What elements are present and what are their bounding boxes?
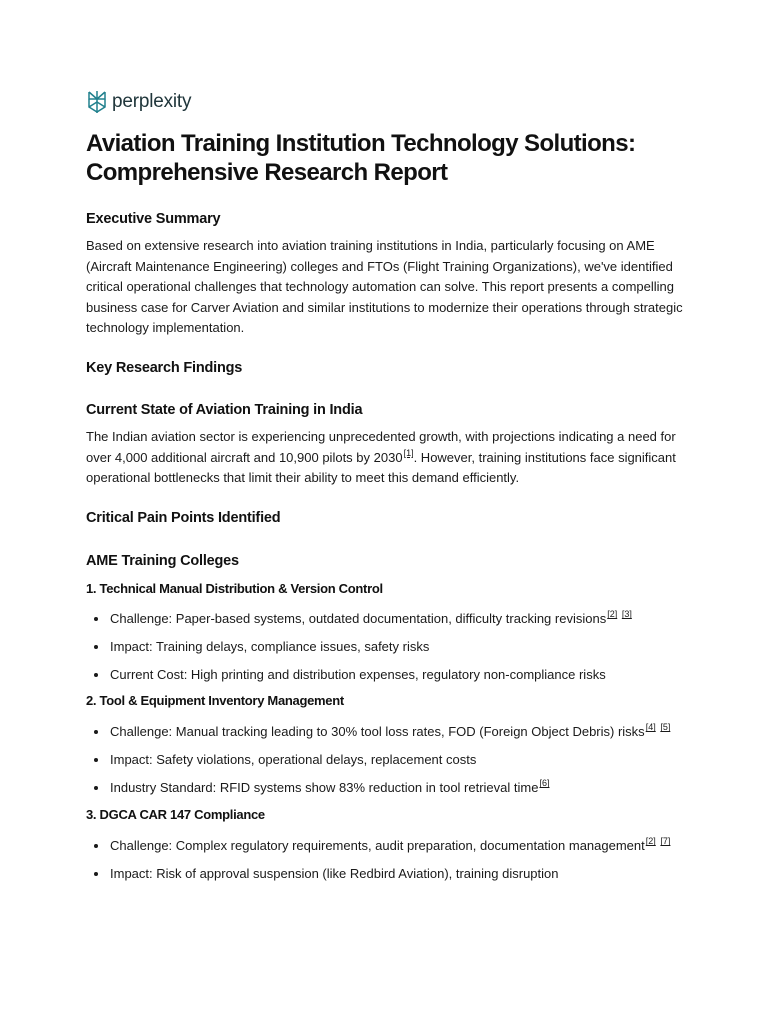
item-heading-dgca-compliance: 3. DGCA CAR 147 Compliance: [86, 806, 265, 822]
citation-link[interactable]: [7]: [660, 836, 671, 847]
ame-colleges-heading: AME Training Colleges: [86, 552, 239, 569]
list-item: [86, 722, 686, 742]
citation-link[interactable]: [6]: [539, 778, 550, 789]
citation-link[interactable]: [4]: [645, 722, 656, 733]
current-state-heading: Current State of Aviation Training in India: [86, 401, 363, 418]
current-state-text-after: . However, training institutions face significant operational bottlenecks that limit their ability to meet this demand efficiently.: [86, 449, 676, 486]
list-item: [86, 609, 686, 629]
logo-wordmark: perplexity: [112, 91, 192, 112]
citation-link[interactable]: [1]: [403, 448, 414, 459]
list-item-text: Impact: Risk of approval suspension (like Redbird Aviation), training disruption: [110, 865, 559, 881]
list-item: [86, 836, 686, 856]
list-item-text: Challenge: Complex regulatory requirements, audit preparation, documentation management: [110, 837, 645, 853]
citation-link[interactable]: [5]: [660, 722, 671, 733]
report-title: Aviation Training Institution Technology Solutions: Comprehensive Research Report: [86, 130, 636, 186]
perplexity-logo: [86, 88, 686, 116]
bullet-list: [86, 722, 686, 798]
key-findings-heading: Key Research Findings: [86, 359, 243, 376]
document-page: [86, 88, 686, 892]
list-item-text: Current Cost: High printing and distribution expenses, regulatory non-compliance risks: [110, 666, 606, 682]
bullet-list: [86, 609, 686, 685]
citation-link[interactable]: [2]: [607, 609, 618, 620]
current-state-text: [86, 427, 686, 489]
list-item: [86, 864, 686, 884]
citation-link[interactable]: [2]: [645, 836, 656, 847]
list-item: [86, 665, 686, 685]
bullet-list: [86, 836, 686, 884]
current-state-text-before: The Indian aviation sector is experiencing unprecedented growth, with projections indicating a need for over 4,000 additional aircraft and 10,900 pilots by 2030: [86, 428, 676, 465]
item-heading-tool-inventory: 2. Tool & Equipment Inventory Management: [86, 692, 344, 708]
list-item: [86, 750, 686, 770]
executive-summary-heading: Executive Summary: [86, 211, 221, 227]
list-item-text: Impact: Training delays, compliance issues, safety risks: [110, 638, 430, 654]
list-item-text: Impact: Safety violations, operational delays, replacement costs: [110, 751, 477, 767]
list-item: [86, 778, 686, 798]
list-item-text: Industry Standard: RFID systems show 83% reduction in tool retrieval time: [110, 779, 539, 795]
list-item: [86, 637, 686, 657]
citation-link[interactable]: [3]: [621, 609, 632, 620]
item-heading-manual-distribution: 1. Technical Manual Distribution & Version Control: [86, 580, 383, 596]
pain-points-heading: Critical Pain Points Identified: [86, 509, 281, 526]
perplexity-logo-icon: [86, 90, 108, 114]
list-item-text: Challenge: Manual tracking leading to 30% tool loss rates, FOD (Foreign Object Debris) risks: [110, 723, 645, 739]
list-item-text: Challenge: Paper-based systems, outdated documentation, difficulty tracking revisions: [110, 610, 607, 626]
executive-summary-text: Based on extensive research into aviation training institutions in India, particularly focusing on AME (Aircraft Maintenance Engineering) colleges and FTOs (Flight Training Organizations), we've identified critical operational challenges that technology automation can solve. This report presents a compelling business case for Carver Aviation and similar institutions to modernize their operations through strategic technology implementation.: [86, 238, 683, 336]
